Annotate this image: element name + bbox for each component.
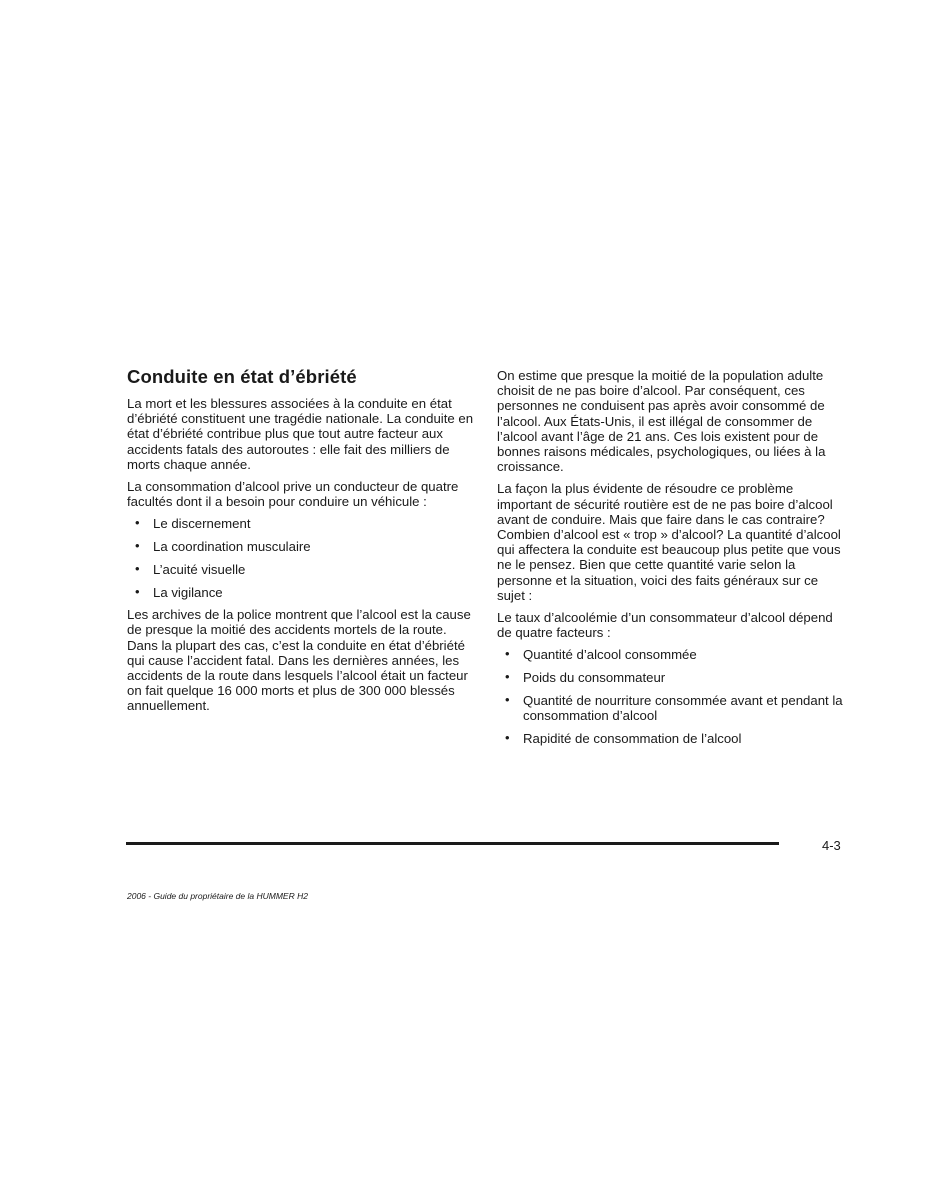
paragraph: Les archives de la police montrent que l’alcool est la cause de presque la moitié des accidents mortels de la route. Dans la plupart des cas, c’est la conduite en état d’ébriété qui cause l’accident fatal. Dans les dernières années, les accidents de la route dans lesquels l’alcool était un facteur on fait quelque 16 000 morts et plus de 300 000 blessés annuellement. [127, 607, 471, 714]
bullet-icon: • [135, 560, 140, 576]
bullet-icon: • [135, 583, 140, 599]
list-item: • Rapidité de consommation de l’alcool [505, 729, 742, 746]
list-item: • La coordination musculaire [135, 538, 311, 555]
bullet-list [497, 647, 845, 746]
paragraph: La façon la plus évidente de résoudre ce problème important de sécurité routière est de ne pas boire d’alcool avant de conduire. Mais que faire dans le cas contraire? Combien d’alcool est « trop » d’alcool? La quantité d’alcool qui affectera la conduite est beaucoup plus petite que vous ne le pensez. Bien que cette quantité varie selon la personne et la situation, voici des faits généraux sur ce sujet : [497, 481, 841, 603]
paragraph: On estime que presque la moitié de la population adulte choisit de ne pas boire d’alcool. Par conséquent, ces personnes ne conduisent pas après avoir consommé de l’alcool. Aux États-Unis, il est illégal de consommer de l’alcool avant l’âge de 21 ans. Ces lois existent pour de bonnes raisons médicales, psychologiques, ou liées à la croissance. [497, 368, 826, 475]
bullet-icon: • [135, 515, 140, 531]
footer-text: 2006 - Guide du propriétaire de la HUMMER H2 [127, 891, 308, 901]
right-column [497, 368, 845, 753]
list-item: • Poids du consommateur [505, 669, 666, 686]
bullet-icon: • [505, 669, 510, 685]
list-item: • Quantité d’alcool consommée [505, 646, 697, 663]
list-item: • La vigilance [135, 583, 223, 600]
page-number: 4-3 [822, 838, 841, 853]
list-item: • Quantité de nourriture consommée avant et pendant la consommation d’alcool [505, 691, 843, 724]
bullet-icon: • [505, 646, 510, 662]
footer-rule [126, 842, 779, 845]
paragraph: La mort et les blessures associées à la conduite en état d’ébriété constituent une tragédie nationale. La conduite en état d’ébriété contribue plus que tout autre facteur aux accidents fatals des autoroutes : elle fait des milliers de morts chaque année. [127, 396, 474, 472]
list-item: • Le discernement [135, 515, 251, 532]
paragraph: La consommation d’alcool prive un conducteur de quatre facultés dont il a besoin pour conduire un véhicule : [127, 479, 459, 510]
section-title: Conduite en état d’ébriété [127, 366, 357, 387]
left-column [127, 366, 475, 721]
bullet-list [127, 516, 475, 599]
paragraph: Le taux d’alcoolémie d’un consommateur d’alcool dépend de quatre facteurs : [497, 610, 833, 641]
bullet-icon: • [505, 729, 510, 745]
list-item: • L’acuité visuelle [135, 560, 246, 577]
bullet-icon: • [135, 538, 140, 554]
bullet-icon: • [505, 691, 510, 707]
